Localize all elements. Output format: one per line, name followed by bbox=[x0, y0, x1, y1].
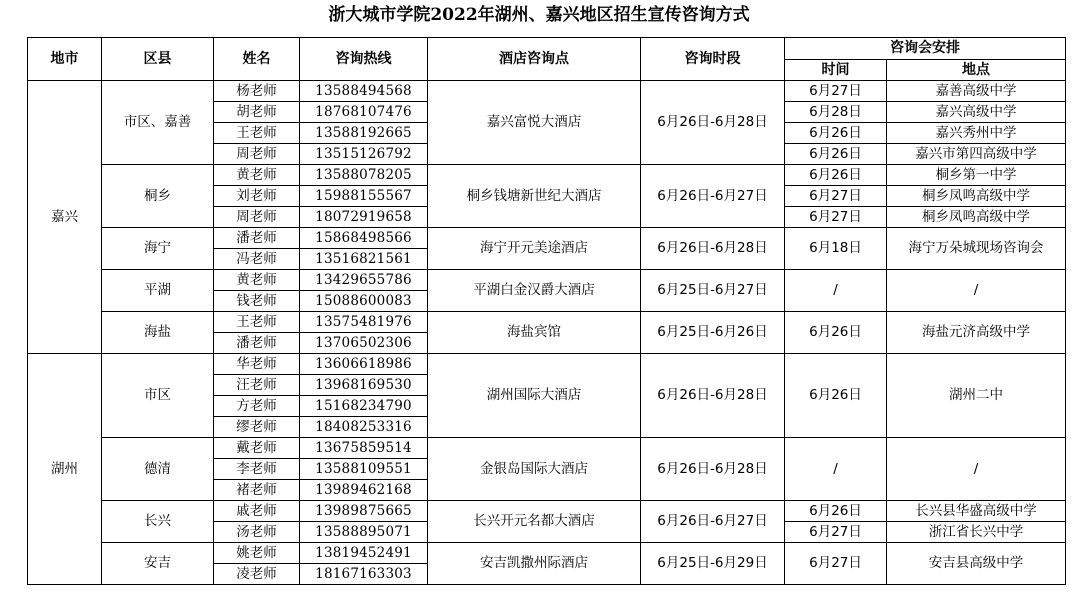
period-cell: 6月26日-6月27日 bbox=[641, 501, 785, 543]
contact-name: 华老师 bbox=[214, 354, 300, 375]
contact-phone: 13588192665 bbox=[300, 123, 428, 144]
header-hotel: 酒店咨询点 bbox=[428, 38, 641, 81]
contact-name: 钱老师 bbox=[214, 291, 300, 312]
consultation-table bbox=[27, 37, 1066, 585]
contact-name: 李老师 bbox=[214, 459, 300, 480]
district-cell: 长兴 bbox=[102, 501, 214, 543]
meeting-time-cell: 6月27日 bbox=[785, 522, 887, 543]
contact-name: 潘老师 bbox=[214, 333, 300, 354]
contact-name: 胡老师 bbox=[214, 102, 300, 123]
header-name: 姓名 bbox=[214, 38, 300, 81]
city-cell: 嘉兴 bbox=[28, 81, 102, 354]
contact-phone: 18167163303 bbox=[300, 564, 428, 585]
contact-name: 周老师 bbox=[214, 207, 300, 228]
contact-name: 汤老师 bbox=[214, 522, 300, 543]
meeting-place-cell: 桐乡凤鸣高级中学 bbox=[887, 186, 1066, 207]
table-row bbox=[28, 501, 1066, 522]
district-cell: 平湖 bbox=[102, 270, 214, 312]
header-meeting-time: 时间 bbox=[785, 60, 887, 81]
meeting-place-cell: 海宁万朵城现场咨询会 bbox=[887, 228, 1066, 270]
meeting-place-cell: 嘉兴市第四高级中学 bbox=[887, 144, 1066, 165]
contact-name: 姚老师 bbox=[214, 543, 300, 564]
meeting-place-cell: 浙江省长兴中学 bbox=[887, 522, 1066, 543]
hotel-cell: 桐乡钱塘新世纪大酒店 bbox=[428, 165, 641, 228]
period-cell: 6月25日-6月29日 bbox=[641, 543, 785, 585]
contact-phone: 18072919658 bbox=[300, 207, 428, 228]
hotel-cell: 海宁开元美途酒店 bbox=[428, 228, 641, 270]
contact-phone: 13989875665 bbox=[300, 501, 428, 522]
meeting-time-cell: 6月27日 bbox=[785, 543, 887, 585]
hotel-cell: 海盐宾馆 bbox=[428, 312, 641, 354]
contact-name: 周老师 bbox=[214, 144, 300, 165]
meeting-time-cell: / bbox=[785, 438, 887, 501]
contact-phone: 13588494568 bbox=[300, 81, 428, 102]
hotel-cell: 长兴开元名都大酒店 bbox=[428, 501, 641, 543]
hotel-cell: 安吉凯撒州际酒店 bbox=[428, 543, 641, 585]
contact-phone: 13706502306 bbox=[300, 333, 428, 354]
table-row bbox=[28, 354, 1066, 375]
meeting-time-cell: 6月18日 bbox=[785, 228, 887, 270]
meeting-place-cell: 安吉县高级中学 bbox=[887, 543, 1066, 585]
header-city: 地市 bbox=[28, 38, 102, 81]
meeting-time-cell: 6月27日 bbox=[785, 81, 887, 102]
meeting-place-cell: 桐乡第一中学 bbox=[887, 165, 1066, 186]
district-cell: 德清 bbox=[102, 438, 214, 501]
contact-name: 凌老师 bbox=[214, 564, 300, 585]
district-cell: 市区、嘉善 bbox=[102, 81, 214, 165]
contact-name: 方老师 bbox=[214, 396, 300, 417]
table-row bbox=[28, 81, 1066, 102]
contact-name: 王老师 bbox=[214, 312, 300, 333]
contact-name: 潘老师 bbox=[214, 228, 300, 249]
meeting-place-cell: 桐乡凤鸣高级中学 bbox=[887, 207, 1066, 228]
district-cell: 桐乡 bbox=[102, 165, 214, 228]
contact-name: 刘老师 bbox=[214, 186, 300, 207]
contact-name: 缪老师 bbox=[214, 417, 300, 438]
contact-phone: 15088600083 bbox=[300, 291, 428, 312]
table-row bbox=[28, 228, 1066, 249]
contact-phone: 15168234790 bbox=[300, 396, 428, 417]
period-cell: 6月25日-6月27日 bbox=[641, 270, 785, 312]
hotel-cell: 平湖白金汉爵大酒店 bbox=[428, 270, 641, 312]
meeting-time-cell: 6月28日 bbox=[785, 102, 887, 123]
contact-phone: 15988155567 bbox=[300, 186, 428, 207]
meeting-time-cell: 6月26日 bbox=[785, 312, 887, 354]
meeting-time-cell: 6月27日 bbox=[785, 207, 887, 228]
contact-name: 王老师 bbox=[214, 123, 300, 144]
table-row bbox=[28, 543, 1066, 564]
district-cell: 市区 bbox=[102, 354, 214, 438]
meeting-place-cell: 嘉善高级中学 bbox=[887, 81, 1066, 102]
hotel-cell: 湖州国际大酒店 bbox=[428, 354, 641, 438]
contact-phone: 13429655786 bbox=[300, 270, 428, 291]
contact-phone: 13606618986 bbox=[300, 354, 428, 375]
meeting-time-cell: 6月26日 bbox=[785, 123, 887, 144]
contact-name: 冯老师 bbox=[214, 249, 300, 270]
table-row bbox=[28, 312, 1066, 333]
header-meeting-place: 地点 bbox=[887, 60, 1066, 81]
contact-phone: 13968169530 bbox=[300, 375, 428, 396]
contact-phone: 15868498566 bbox=[300, 228, 428, 249]
header-meeting: 咨询会安排 bbox=[785, 38, 1066, 60]
contact-name: 戴老师 bbox=[214, 438, 300, 459]
table-row bbox=[28, 165, 1066, 186]
contact-name: 戚老师 bbox=[214, 501, 300, 522]
period-cell: 6月26日-6月28日 bbox=[641, 438, 785, 501]
contact-name: 杨老师 bbox=[214, 81, 300, 102]
meeting-time-cell: 6月26日 bbox=[785, 165, 887, 186]
contact-phone: 13575481976 bbox=[300, 312, 428, 333]
meeting-time-cell: / bbox=[785, 270, 887, 312]
contact-phone: 13588895071 bbox=[300, 522, 428, 543]
meeting-place-cell: / bbox=[887, 438, 1066, 501]
contact-phone: 13989462168 bbox=[300, 480, 428, 501]
meeting-time-cell: 6月27日 bbox=[785, 186, 887, 207]
table-row bbox=[28, 270, 1066, 291]
header-district: 区县 bbox=[102, 38, 214, 81]
meeting-time-cell: 6月26日 bbox=[785, 144, 887, 165]
district-cell: 安吉 bbox=[102, 543, 214, 585]
table-body bbox=[28, 81, 1066, 585]
meeting-time-cell: 6月26日 bbox=[785, 501, 887, 522]
contact-phone: 13675859514 bbox=[300, 438, 428, 459]
contact-name: 黄老师 bbox=[214, 165, 300, 186]
contact-phone: 18768107476 bbox=[300, 102, 428, 123]
contact-phone: 13588078205 bbox=[300, 165, 428, 186]
hotel-cell: 金银岛国际大酒店 bbox=[428, 438, 641, 501]
period-cell: 6月26日-6月28日 bbox=[641, 81, 785, 165]
meeting-place-cell: 海盐元济高级中学 bbox=[887, 312, 1066, 354]
meeting-place-cell: 长兴县华盛高级中学 bbox=[887, 501, 1066, 522]
contact-phone: 13819452491 bbox=[300, 543, 428, 564]
contact-name: 黄老师 bbox=[214, 270, 300, 291]
contact-name: 汪老师 bbox=[214, 375, 300, 396]
meeting-place-cell: 嘉兴高级中学 bbox=[887, 102, 1066, 123]
hotel-cell: 嘉兴富悦大酒店 bbox=[428, 81, 641, 165]
contact-phone: 13588109551 bbox=[300, 459, 428, 480]
page-title: 浙大城市学院2022年湖州、嘉兴地区招生宣传咨询方式 bbox=[328, 5, 750, 25]
meeting-place-cell: 湖州二中 bbox=[887, 354, 1066, 438]
contact-phone: 18408253316 bbox=[300, 417, 428, 438]
period-cell: 6月26日-6月28日 bbox=[641, 228, 785, 270]
city-cell: 湖州 bbox=[28, 354, 102, 585]
period-cell: 6月26日-6月28日 bbox=[641, 354, 785, 438]
contact-phone: 13515126792 bbox=[300, 144, 428, 165]
period-cell: 6月26日-6月27日 bbox=[641, 165, 785, 228]
contact-name: 褚老师 bbox=[214, 480, 300, 501]
table-header bbox=[28, 38, 1066, 81]
meeting-place-cell: / bbox=[887, 270, 1066, 312]
district-cell: 海盐 bbox=[102, 312, 214, 354]
meeting-place-cell: 嘉兴秀州中学 bbox=[887, 123, 1066, 144]
contact-phone: 13516821561 bbox=[300, 249, 428, 270]
header-period: 咨询时段 bbox=[641, 38, 785, 81]
header-hotline: 咨询热线 bbox=[300, 38, 428, 81]
table-row bbox=[28, 438, 1066, 459]
district-cell: 海宁 bbox=[102, 228, 214, 270]
meeting-time-cell: 6月26日 bbox=[785, 354, 887, 438]
period-cell: 6月25日-6月26日 bbox=[641, 312, 785, 354]
